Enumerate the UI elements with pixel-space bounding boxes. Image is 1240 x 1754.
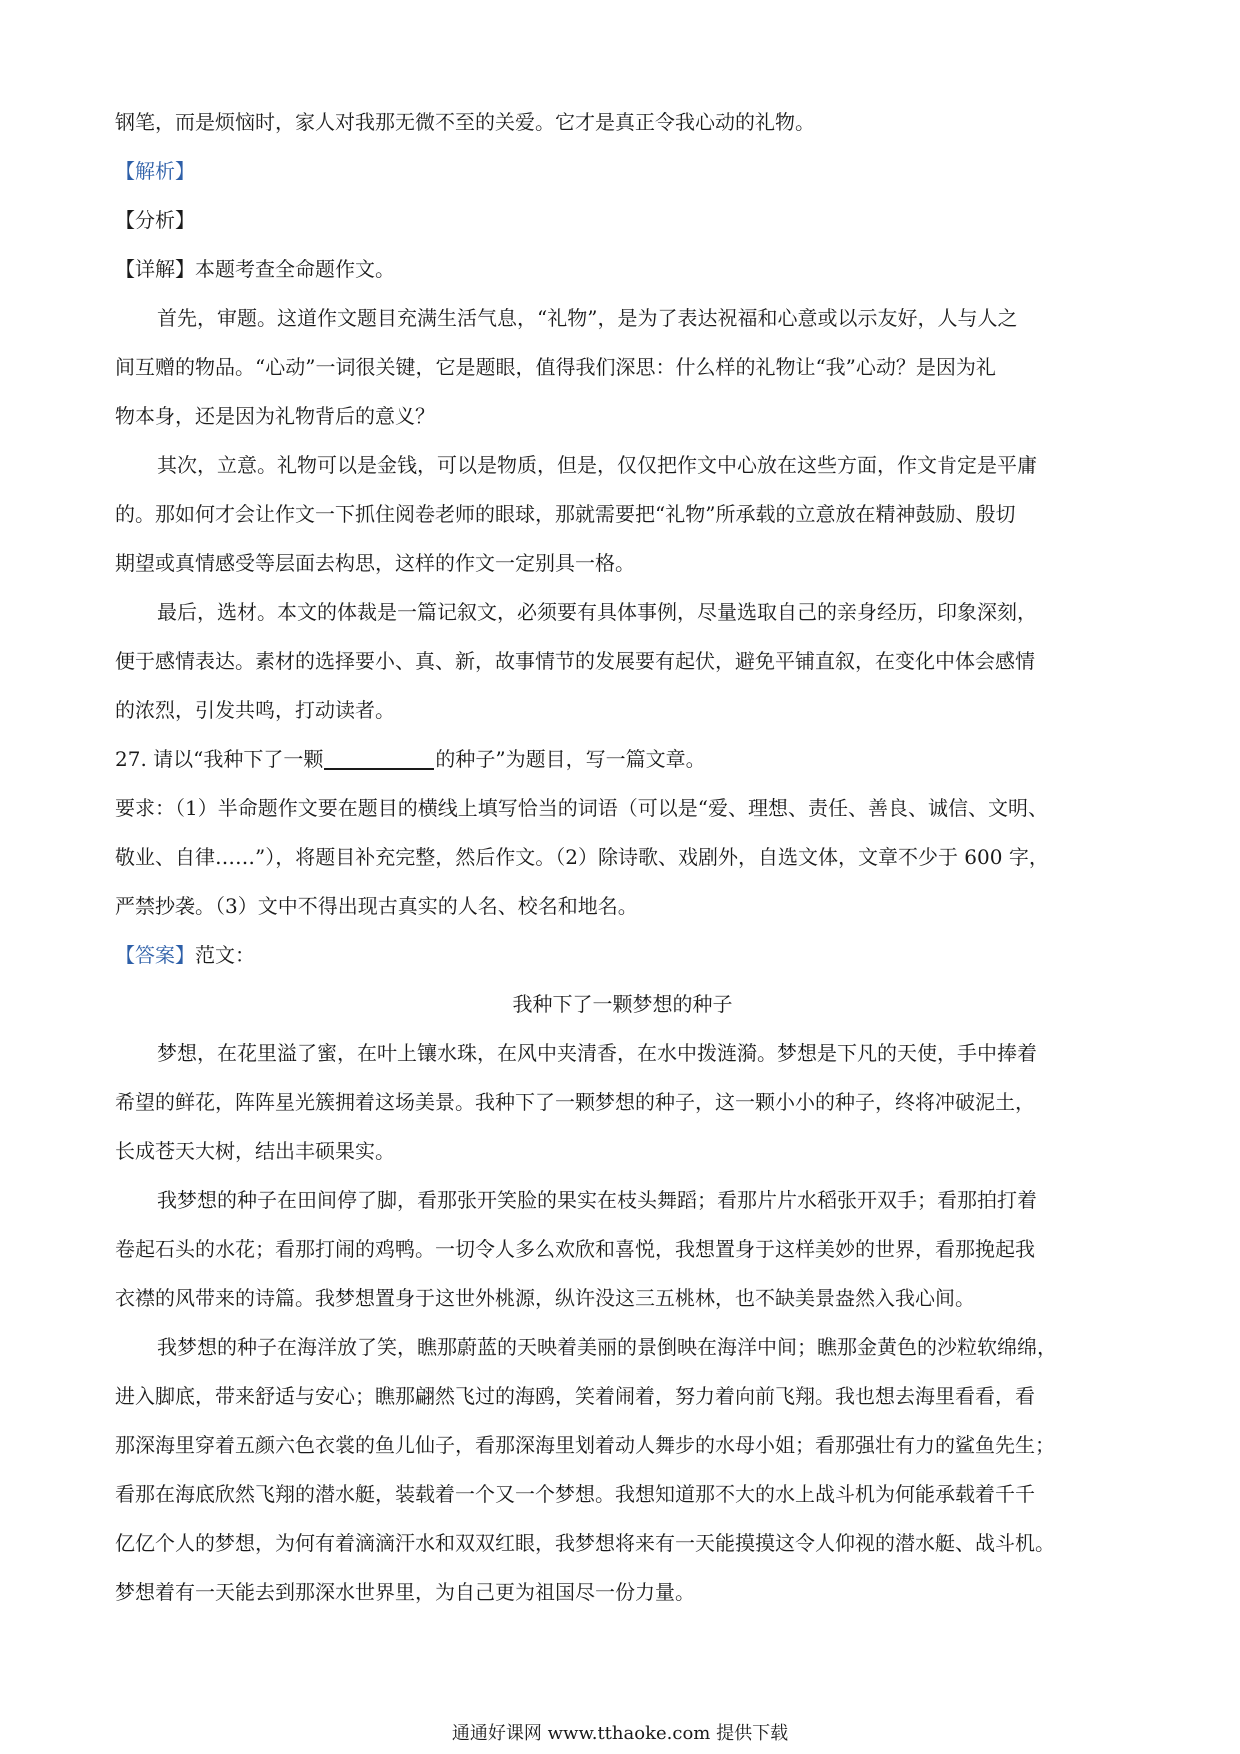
fill-in-blank <box>324 746 434 770</box>
page-footer: 通通好课网 www.tthaoke.com 提供下载 <box>451 1723 789 1744</box>
essay-line: 希望的鲜花，阵阵星光簇拥着这场美景。我种下了一颗梦想的种子，这一颗小小的种子，终将冲破泥土， <box>115 1090 1035 1114</box>
analysis-tag: 【解析】 <box>115 159 195 183</box>
paragraph-line: 最后，选材。本文的体裁是一篇记叙文，必须要有具体事例，尽量选取自己的亲身经历，印象深刻， <box>157 600 1037 624</box>
section-tag-detail: 【详解】本题考查全命题作文。 <box>115 257 395 281</box>
paragraph-line: 其次，立意。礼物可以是金钱，可以是物质，但是，仅仅把作文中心放在这些方面，作文肯定是平庸 <box>157 453 1037 477</box>
question-prefix: 27. 请以“我种下了一颗 <box>115 747 324 771</box>
requirement-line: 要求：（1）半命题作文要在题目的横线上填写恰当的词语（可以是“爱、理想、责任、善良、诚信、文明、 <box>115 796 1048 820</box>
essay-line: 卷起石头的水花；看那打闹的鸡鸭。一切令人多么欢欣和喜悦，我想置身于这样美妙的世界，看那挽起我 <box>115 1237 1035 1261</box>
paragraph-line: 物本身，还是因为礼物背后的意义？ <box>115 404 435 428</box>
essay-line: 我梦想的种子在海洋放了笑，瞧那蔚蓝的天映着美丽的景倒映在海洋中间；瞧那金黄色的沙粒软绵绵， <box>157 1335 1057 1359</box>
essay-line: 看那在海底欣然飞翔的潜水艇，装载着一个又一个梦想。我想知道那不大的水上战斗机为何能承载着千千 <box>115 1482 1035 1506</box>
paragraph-line: 间互赠的物品。“心动”一词很关键，它是题眼，值得我们深思：什么样的礼物让“我”心动？是因为礼 <box>115 355 996 379</box>
essay-line: 梦想着有一天能去到那深水世界里，为自己更为祖国尽一份力量。 <box>115 1580 695 1604</box>
paragraph-line: 的。那如何才会让作文一下抓住阅卷老师的眼球，那就需要把“礼物”所承载的立意放在精神鼓励、殷切 <box>115 502 1016 526</box>
essay-line: 亿亿个人的梦想，为何有着滴滴汗水和双双红眼，我梦想将来有一天能摸摸这令人仰视的潜水艇、战斗机。 <box>115 1531 1055 1555</box>
answer-text: 范文： <box>195 943 255 967</box>
paragraph-line: 首先，审题。这道作文题目充满生活气息，“礼物”，是为了表达祝福和心意或以示友好，人与人之 <box>157 306 1018 330</box>
requirement-line: 严禁抄袭。（3）文中不得出现古真实的人名、校名和地名。 <box>115 894 638 918</box>
document-body <box>115 98 1130 1617</box>
essay-line: 梦想，在花里溢了蜜，在叶上镶水珠，在风中夹清香，在水中拨涟漪。梦想是下凡的天使，手中捧着 <box>157 1041 1037 1065</box>
section-tag-analysis: 【分析】 <box>115 208 195 232</box>
essay-title: 我种下了一颗梦想的种子 <box>512 992 733 1016</box>
essay-line: 进入脚底，带来舒适与安心；瞧那翩然飞过的海鸥，笑着闹着，努力着向前飞翔。我也想去海里看看，看 <box>115 1384 1035 1408</box>
question-27 <box>115 735 1130 784</box>
paragraph-line: 期望或真情感受等层面去构思，这样的作文一定别具一格。 <box>115 551 635 575</box>
essay-line: 那深海里穿着五颜六色衣裳的鱼儿仙子，看那深海里划着动人舞步的水母小姐；看那强壮有力的鲨鱼先生； <box>115 1433 1055 1457</box>
question-suffix: 的种子”为题目，写一篇文章。 <box>435 747 706 771</box>
answer-tag: 【答案】 <box>115 943 195 967</box>
text-line: 钢笔，而是烦恼时，家人对我那无微不至的关爱。它才是真正令我心动的礼物。 <box>115 110 815 134</box>
answer-line <box>115 931 1130 980</box>
paragraph-line: 便于感情表达。素材的选择要小、真、新，故事情节的发展要有起伏，避免平铺直叙，在变化中体会感情 <box>115 649 1035 673</box>
requirement-line: 敬业、自律……”），将题目补充完整，然后作文。（2）除诗歌、戏剧外，自选文体，文章不少于 600 字， <box>115 845 1049 869</box>
essay-line: 我梦想的种子在田间停了脚，看那张开笑脸的果实在枝头舞蹈；看那片片水稻张开双手；看那拍打着 <box>157 1188 1037 1212</box>
essay-line: 长成苍天大树，结出丰硕果实。 <box>115 1139 395 1163</box>
essay-line: 衣襟的风带来的诗篇。我梦想置身于这世外桃源，纵许没这三五桃林，也不缺美景盎然入我心间。 <box>115 1286 975 1310</box>
paragraph-line: 的浓烈，引发共鸣，打动读者。 <box>115 698 395 722</box>
